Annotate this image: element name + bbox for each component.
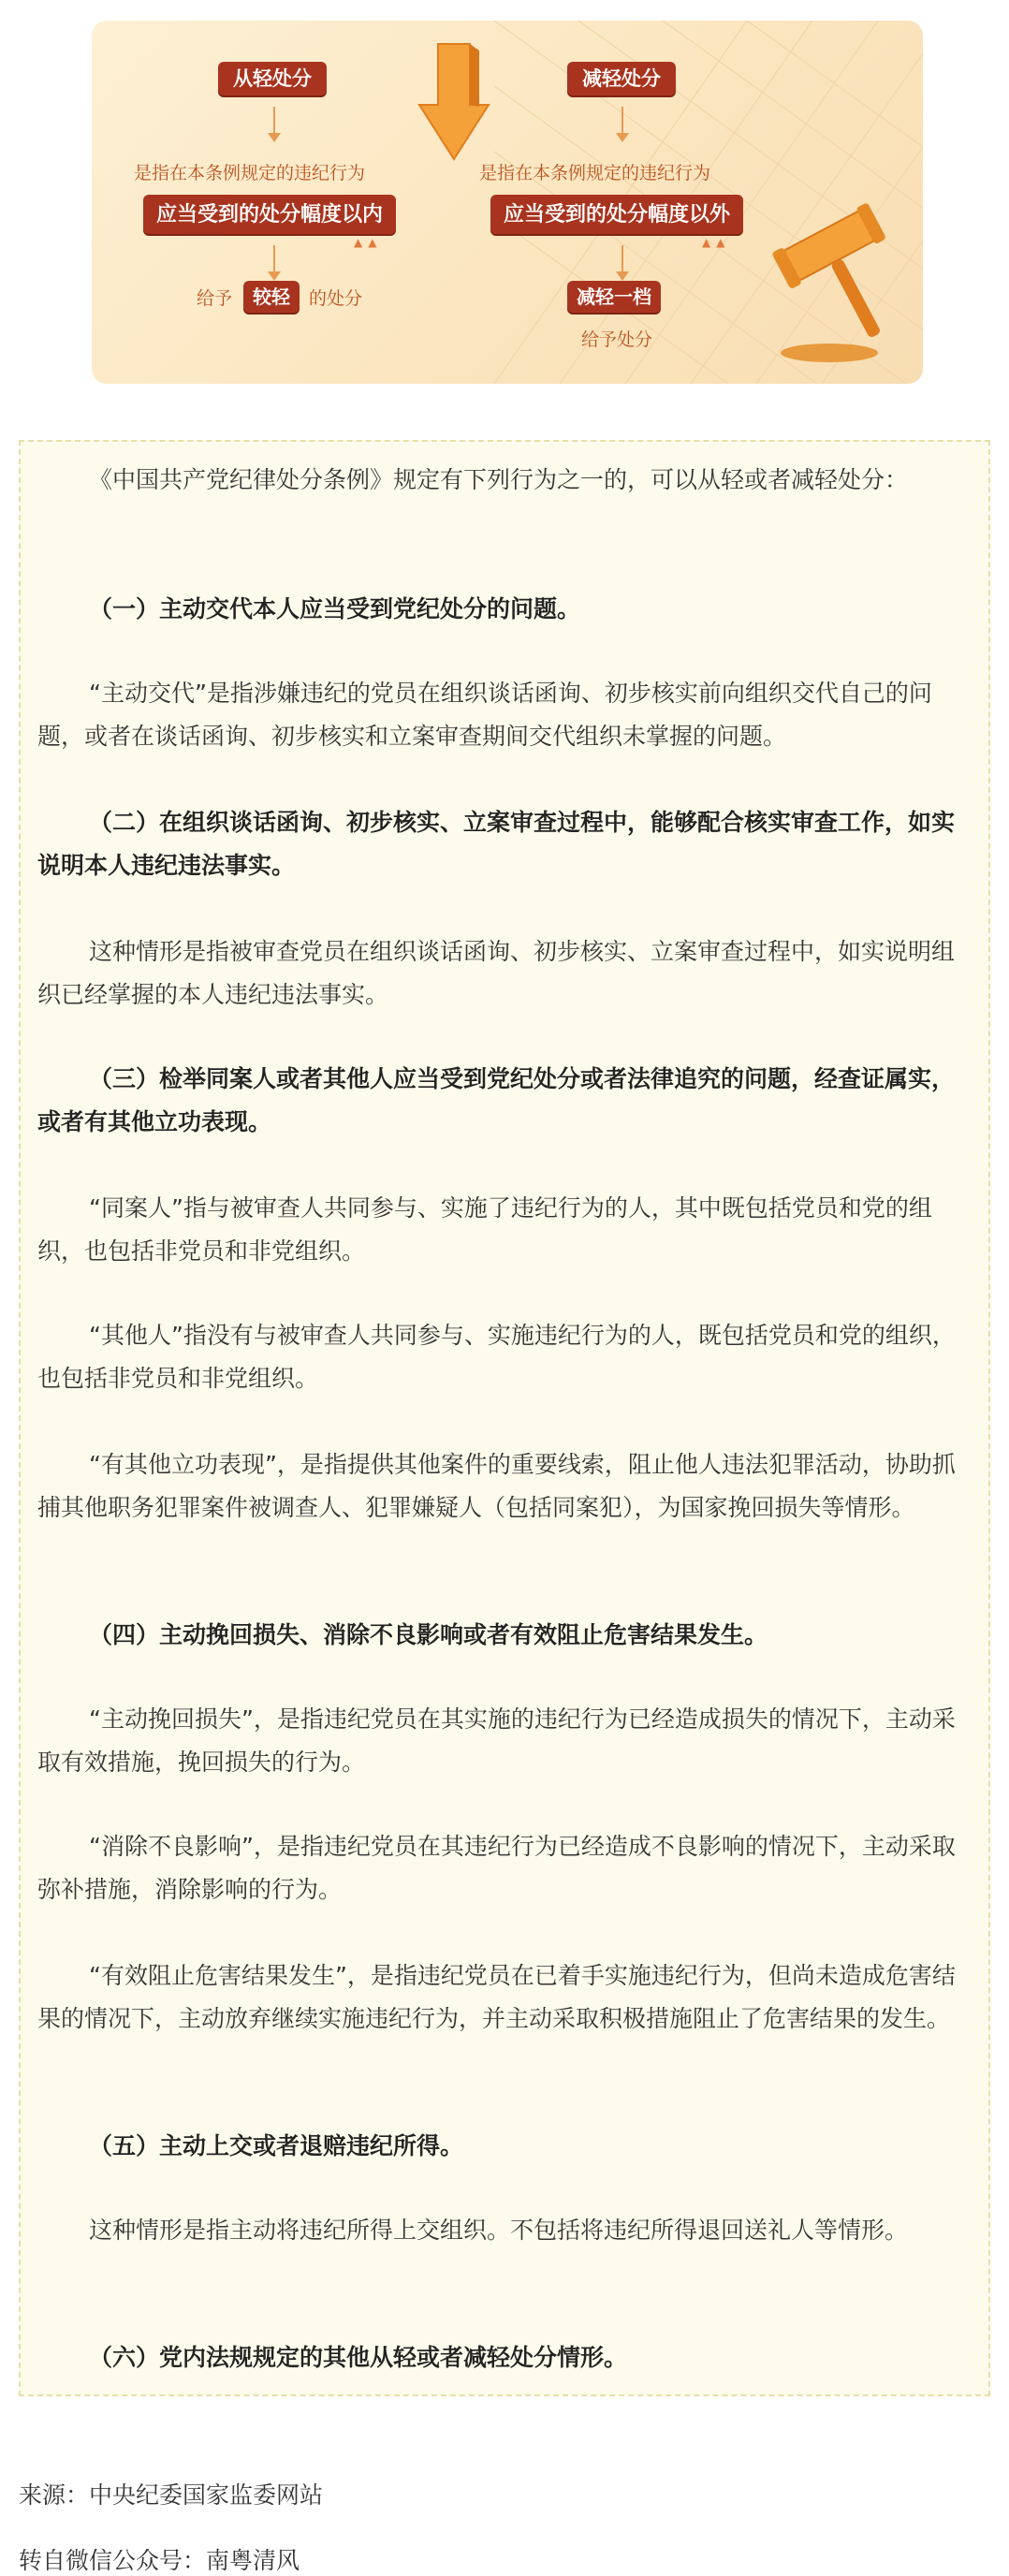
section-heading-4: （四）主动挽回损失、消除不良影响或者有效阻止危害结果发生。: [89, 1621, 768, 1648]
intro-paragraph: 《中国共产党纪律处分条例》规定有下列行为之一的，可以从轻或者减轻处分：: [89, 466, 909, 493]
arrow-down-icon: [621, 107, 623, 135]
paragraph-3a: “同案人”指与被审查人共同参与、实施了违纪行为的人，其中既包括党员和党的组织，也包括非党员和非党组织。: [37, 1194, 932, 1265]
section-heading-3: （三）检举同案人或者其他人应当受到党纪处分或者法律追究的问题，经查证属实，或者有其他立功表现。: [37, 1065, 956, 1135]
right-give-text: 给予处分: [581, 329, 653, 350]
tag-mitigated-punishment: 减轻处分: [567, 62, 676, 95]
right-range-bar: 应当受到的处分幅度以外: [490, 195, 743, 234]
left-give-prefix: 给予: [197, 288, 233, 309]
repost-line: 转自微信公众号：南粤清风: [19, 2547, 300, 2574]
source-line: 来源：中央纪委国家监委网站: [19, 2481, 324, 2509]
infographic-banner: [92, 21, 923, 384]
arrow-down-icon: [273, 245, 275, 273]
left-give-suffix: 的处分: [309, 288, 363, 309]
paragraph-3b: “其他人”指没有与被审查人共同参与、实施违纪行为的人，既包括党员和党的组织，也包括非党员和非党组织。: [37, 1322, 956, 1392]
triangle-marks-icon: ▲▲: [354, 236, 383, 249]
arrow-down-icon: [273, 107, 275, 135]
tag-lighter-punishment: 从轻处分: [218, 62, 327, 95]
article-box: [19, 440, 990, 2396]
gavel-icon: [764, 198, 914, 367]
large-down-arrow-icon: [412, 39, 496, 170]
paragraph-5: 这种情形是指主动将违纪所得上交组织。不包括将违纪所得退回送礼人等情形。: [89, 2217, 909, 2244]
arrow-down-icon: [621, 245, 623, 273]
left-description: 是指在本条例规定的违纪行为: [134, 163, 366, 183]
section-heading-1: （一）主动交代本人应当受到党纪处分的问题。: [89, 595, 581, 622]
reduce-one-level-badge: 减轻一档: [567, 281, 661, 313]
paragraph-4a: “主动挽回损失”，是指违纪党员在其实施的违纪行为已经造成损失的情况下，主动采取有效措施，挽回损失的行为。: [37, 1705, 956, 1776]
triangle-marks-icon: ▲▲: [702, 236, 731, 249]
paragraph-4c: “有效阻止危害结果发生”，是指违纪党员在已着手实施违纪行为，但尚未造成危害结果的情况下，主动放弃继续实施违纪行为，并主动采取积极措施阻止了危害结果的发生。: [37, 1962, 956, 2032]
paragraph-4b: “消除不良影响”，是指违纪党员在其违纪行为已经造成不良影响的情况下，主动采取弥补措施，消除影响的行为。: [37, 1833, 956, 1903]
lighter-badge: 较轻: [243, 281, 300, 313]
paragraph-1: “主动交代”是指涉嫌违纪的党员在组织谈话函询、初步核实前向组织交代自己的问题，或者在谈话函询、初步核实和立案审查期间交代组织未掌握的问题。: [37, 680, 932, 750]
section-heading-5: （五）主动上交或者退赔违纪所得。: [89, 2132, 464, 2159]
section-heading-2: （二）在组织谈话函询、初步核实、立案审查过程中，能够配合核实审查工作，如实说明本人违纪违法事实。: [37, 809, 956, 879]
left-range-bar: 应当受到的处分幅度以内: [143, 195, 396, 234]
section-heading-6: （六）党内法规规定的其他从轻或者减轻处分情形。: [89, 2344, 628, 2371]
paragraph-3c: “有其他立功表现”，是指提供其他案件的重要线索，阻止他人违法犯罪活动，协助抓捕其他职务犯罪案件被调查人、犯罪嫌疑人（包括同案犯），为国家挽回损失等情形。: [37, 1451, 956, 1521]
paragraph-2: 这种情形是指被审查党员在组织谈话函询、初步核实、立案审查过程中，如实说明组织已经掌握的本人违纪违法事实。: [37, 938, 956, 1008]
right-description: 是指在本条例规定的违纪行为: [479, 163, 711, 183]
